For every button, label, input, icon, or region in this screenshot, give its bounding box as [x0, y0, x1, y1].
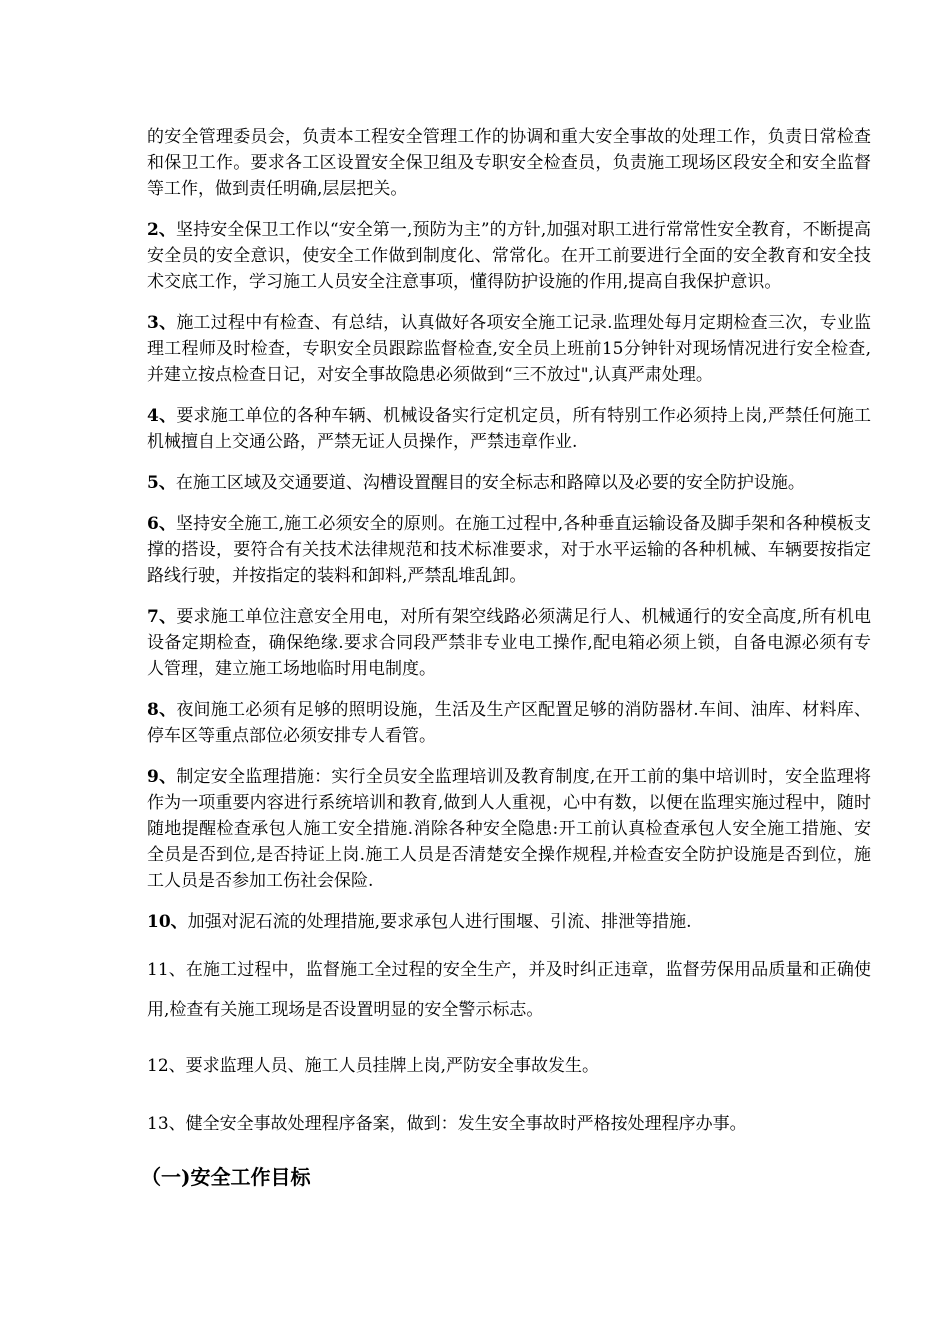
item-text: 坚持安全保卫工作以“安全第一,预防为主”的方针,加强对职工进行常常性安全教育，不断提高安全员的安全意识，使安全工作做到制度化、常常化。在开工前要进行全面的安全教育和安全技术交底工作，学习施工人员安全注意事项，懂得防护设施的作用,提高自我保护意识。 — [147, 220, 871, 292]
list-item-7 — [147, 604, 871, 682]
item-text: 施工过程中有检查、有总结，认真做好各项安全施工记录.监理处每月定期检查三次，专业监理工程师及时检查，专职安全员跟踪监督检查,安全员上班前15分钟针对现场情况进行安全检查,并建立按点检查日记，对安全事故隐患必须做到“三不放过",认真严肃处理。 — [147, 313, 872, 385]
item-separator: 、 — [158, 220, 177, 240]
list-item-10 — [147, 909, 871, 935]
list-item-8 — [147, 697, 871, 749]
item-text: 制定安全监理措施：实行全员安全监理培训及教育制度,在开工前的集中培训时，安全监理将作为一项重要内容进行系统培训和教育,做到人人重视，心中有数，以便在监理实施过程中，随时随地提醒检查承包人施工安全措施.消除各种安全隐患:开工前认真检查承包人安全施工措施、安全员是否到位,是否持证上岗.施工人员是否清楚安全操作规程,并检查安全防护设施是否到位，施工人员是否参加工伤社会保险. — [147, 767, 872, 891]
item-number: 7 — [147, 607, 159, 627]
list-item-3 — [147, 310, 871, 388]
list-item-11: 11、在施工过程中，监督施工全过程的安全生产，并及时纠正违章，监督劳保用品质量和正确使用,检查有关施工现场是否设置明显的安全警示标志。 — [147, 960, 871, 1020]
item-separator: 、 — [158, 313, 177, 333]
item-number: 5 — [147, 473, 159, 493]
intro-paragraph: 的安全管理委员会，负责本工程安全管理工作的协调和重大安全事故的处理工作，负责日常检查和保卫工作。要求各工区设置安全保卫组及专职安全检查员，负责施工现场区段安全和安全监督等工作，做到责任明确,层层把关。 — [147, 127, 871, 199]
item-separator: 、 — [158, 473, 176, 493]
item-number: 8 — [147, 700, 159, 720]
item-text: 在施工区域及交通要道、沟槽设置醒目的安全标志和路障以及必要的安全防护设施。 — [175, 473, 805, 493]
item-number: 10 — [147, 912, 171, 932]
item-number: 6 — [147, 514, 159, 534]
list-item-4 — [147, 403, 871, 455]
item-text: 要求施工单位注意安全用电，对所有架空线路必须满足行人、机械通行的安全高度,所有机电设备定期检查，确保绝缘.要求合同段严禁非专业电工操作,配电箱必须上锁，自备电源必须有专人管理，建立施工场地临时用电制度。 — [147, 607, 872, 679]
item-number: 2 — [147, 220, 159, 240]
list-item-6 — [147, 511, 871, 589]
list-item-13: 13、健全安全事故处理程序备案，做到：发生安全事故时严格按处理程序办事。 — [147, 1114, 747, 1134]
item-separator: 、 — [158, 607, 177, 627]
item-number: 9 — [147, 767, 159, 787]
item-separator: 、 — [158, 406, 177, 426]
document-page — [141, 124, 872, 1192]
section-heading: （一)安全工作目标 — [141, 1165, 311, 1189]
item-separator: 、 — [158, 767, 177, 787]
item-separator: 、 — [170, 912, 188, 932]
list-item-2 — [147, 217, 871, 295]
item-separator: 、 — [158, 700, 177, 720]
list-item-5 — [147, 470, 871, 496]
item-separator: 、 — [158, 514, 177, 534]
list-item-9 — [147, 764, 871, 894]
list-item-12: 12、要求监理人员、施工人员挂牌上岗,严防安全事故发生。 — [147, 1056, 600, 1076]
item-number: 4 — [147, 406, 159, 426]
item-text: 要求施工单位的各种车辆、机械设备实行定机定员，所有特别工作必须持上岗,严禁任何施工机械擅自上交通公路，严禁无证人员操作，严禁违章作业. — [147, 406, 872, 452]
item-text: 坚持安全施工,施工必须安全的原则。在施工过程中,各种垂直运输设备及脚手架和各种模板支撑的搭设，要符合有关技术法律规范和技术标准要求，对于水平运输的各种机械、车辆要按指定路线行驶，并按指定的装料和卸料,严禁乱堆乱卸。 — [147, 514, 871, 586]
item-text: 加强对泥石流的处理措施,要求承包人进行围堰、引流、排泄等措施. — [187, 912, 692, 932]
item-text: 夜间施工必须有足够的照明设施，生活及生产区配置足够的消防器材.车间、油库、材料库、停车区等重点部位必须安排专人看管。 — [147, 700, 872, 746]
item-number: 3 — [147, 313, 159, 333]
